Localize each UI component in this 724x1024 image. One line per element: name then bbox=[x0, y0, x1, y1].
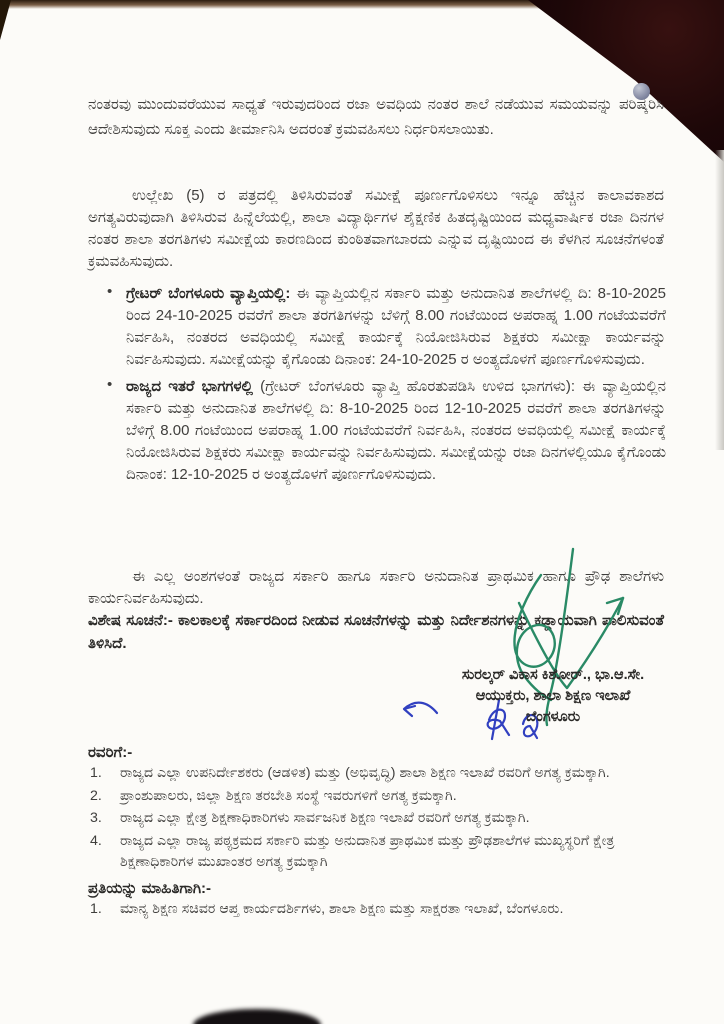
copy-section-list bbox=[90, 899, 672, 922]
list-item bbox=[90, 786, 672, 808]
item-text: ರಾಜ್ಯದ ಎಲ್ಲಾ ರಾಜ್ಯ ಪಠ್ಯಕ್ರಮದ ಸರ್ಕಾರಿ ಮತ್ತು ಅನುದಾನಿತ ಪ್ರಾಥಮಿಕ ಮತ್ತು ಪ್ರೌಢಶಾಲೆಗಳ ಮುಖ್ಯಸ್ಥರಿಗೆ ಕ್ಷೇತ್ರ ಶಿಕ್ಷಣಾಧಿಕಾರಿಗಳ ಮುಖಾಂತರ ಅಗತ್ಯ ಕ್ರಮಕ್ಕಾಗಿ bbox=[120, 832, 615, 870]
scan-right-edge-shade bbox=[715, 150, 724, 450]
distribution-label: ರವರಿಗೆ:- bbox=[88, 744, 133, 761]
item-text: ಪ್ರಾಂಶುಪಾಲರು, ಜಿಲ್ಲಾ ಶಿಕ್ಷಣ ತರಬೇತಿ ಸಂಸ್ಥೆ ಇವರುಗಳಿಗೆ ಅಗತ್ಯ ಕ್ರಮಕ್ಕಾಗಿ. bbox=[120, 787, 457, 804]
bullet-title: ಗ್ರೇಟರ್ ಬೆಂಗಳೂರು ವ್ಯಾಪ್ತಿಯಲ್ಲಿ: bbox=[126, 285, 297, 302]
item-number: 1. bbox=[90, 765, 102, 781]
bullet-icon: • bbox=[107, 283, 113, 300]
signatory-designation: ಆಯುಕ್ತರು, ಶಾಲಾ ಶಿಕ್ಷಣ ಇಲಾಖೆ bbox=[475, 688, 631, 704]
item-number: 3. bbox=[90, 810, 102, 826]
paragraph-reference-5: ಉಲ್ಲೇಖ (5) ರ ಪತ್ರದಲ್ಲಿ ತಿಳಿಸಿರುವಂತೆ ಸಮೀಕ್ಷೆ ಪೂರ್ಣಗೊಳಿಸಲು ಇನ್ನೂ ಹೆಚ್ಚಿನ ಕಾಲಾವಕಾಶದ ಅಗತ್ಯವಿರುವುದಾಗಿ ತಿಳಿಸಿರುವ ಹಿನ್ನೆಲೆಯಲ್ಲಿ, ಶಾಲಾ ವಿದ್ಯಾರ್ಥಿಗಳ ಶೈಕ್ಷಣಿಕ ಹಿತದೃಷ್ಟಿಯಿಂದ ಮಧ್ಯವಾರ್ಷಿಕ ರಜಾ ದಿನಗಳ ನಂತರ ಶಾಲಾ ತರಗತಿಗಳು ಸಮೀಕ್ಷೆಯ ಕಾರಣದಿಂದ ಕುಂಠಿತವಾಗಬಾರದು ಎನ್ನುವ ದೃಷ್ಟಿಯಿಂದ ಈ ಕೆಳಗಿನ ಸೂಚನೆಗಳಂತೆ ಕ್ರಮವಹಿಸುವುದು. bbox=[88, 187, 664, 270]
closing-paragraph: ಈ ಎಲ್ಲ ಅಂಶಗಳಂತೆ ರಾಜ್ಯದ ಸರ್ಕಾರಿ ಹಾಗೂ ಸರ್ಕಾರಿ ಅನುದಾನಿತ ಪ್ರಾಥಮಿಕ ಹಾಗೂ ಪ್ರೌಢ ಶಾಲೆಗಳು ಕಾರ್ಯನಿರ್ವಹಿಸುವುದು. bbox=[88, 568, 664, 607]
bullet-title-note: (ಗ್ರೇಟರ್ ಬೆಂಗಳೂರು ವ್ಯಾಪ್ತಿ ಹೊರತುಪಡಿಸಿ ಉಳಿದ ಭಾಗಗಳು): bbox=[252, 378, 583, 395]
list-item bbox=[90, 899, 672, 921]
distribution-list bbox=[90, 763, 672, 875]
scan-bottom-shadow bbox=[193, 1009, 321, 1024]
bullet-body: ಈ ವ್ಯಾಪ್ತಿಯಲ್ಲಿನ ಸರ್ಕಾರಿ ಮತ್ತು ಅನುದಾನಿತ ಶಾಲೆಗಳಲ್ಲಿ ದಿ: 8-10-2025 ರಿಂದ 24-10-2025 ರವರೆಗೆ ಶಾಲಾ ತರಗತಿಗಳನ್ನು ಬೆಳಿಗ್ಗೆ 8.00 ಗಂಟೆಯಿಂದ ಅಪರಾಹ್ನ 1.00 ಗಂಟೆಯವರೆಗೆ ನಿರ್ವಹಿಸಿ, ನಂತರದ ಅವಧಿಯಲ್ಲಿ ಸಮೀಕ್ಷೆ ಕಾರ್ಯಕ್ಕೆ ನಿಯೋಜಿಸಿರುವ ಶಿಕ್ಷಕರು ಸಮೀಕ್ಷಾ ಕಾರ್ಯವನ್ನು ನಿರ್ವಹಿಸುವುದು. ಸಮೀಕ್ಷೆಯನ್ನು ಕೈಗೊಂಡು ದಿನಾಂಕ: 24-10-2025 ರ ಅಂತ್ಯದೊಳಗೆ ಪೂರ್ಣಗೊಳಿಸುವುದು. bbox=[126, 285, 666, 368]
list-item bbox=[90, 808, 672, 830]
bullet-title: ರಾಜ್ಯದ ಇತರೆ ಭಾಗಗಳಲ್ಲಿ bbox=[126, 378, 253, 395]
instruction-bullet-list bbox=[107, 283, 666, 491]
item-text: ರಾಜ್ಯದ ಎಲ್ಲಾ ಕ್ಷೇತ್ರ ಶಿಕ್ಷಣಾಧಿಕಾರಿಗಳು ಸಾರ್ವಜನಿಕ ಶಿಕ್ಷಣ ಇಲಾಖೆ ರವರಿಗೆ ಅಗತ್ಯ ಕ್ರಮಕ್ಕಾಗಿ. bbox=[120, 810, 530, 826]
list-item bbox=[90, 831, 672, 874]
signatory-place: ಬೆಂಗಳೂರು bbox=[525, 709, 581, 725]
signatory-block bbox=[392, 665, 714, 728]
special-note-text: ಕಾಲಕಾಲಕ್ಕೆ ಸರ್ಕಾರದಿಂದ ನೀಡುವ ಸೂಚನೆಗಳನ್ನು ಮತ್ತು ನಿರ್ದೇಶನಗಳನ್ನು ಕಡ್ಡಾಯವಾಗಿ ಪಾಲಿಸುವಂತೆ ತಿಳಿಸಿದೆ. bbox=[88, 612, 665, 652]
item-text: ರಾಜ್ಯದ ಎಲ್ಲಾ ಉಪನಿರ್ದೇಶಕರು (ಆಡಳಿತ) ಮತ್ತು (ಅಭಿವೃದ್ಧಿ) ಶಾಲಾ ಶಿಕ್ಷಣ ಇಲಾಖೆ ರವರಿಗೆ ಅಗತ್ಯ ಕ್ರಮಕ್ಕಾಗಿ. bbox=[120, 765, 610, 781]
signatory-name: ಸುರಲ್ಕರ್ ವಿಕಾಸ ಕಿಶೋರ್., ಭಾ.ಆ.ಸೇ. bbox=[461, 667, 645, 683]
bullet-greater-bengaluru bbox=[107, 283, 666, 371]
item-number: 1. bbox=[90, 901, 102, 917]
bullet-body: ಈ ವ್ಯಾಪ್ತಿಯಲ್ಲಿನ ಸರ್ಕಾರಿ ಮತ್ತು ಅನುದಾನಿತ ಶಾಲೆಗಳಲ್ಲಿ ದಿ: 8-10-2025 ರಿಂದ 12-10-2025 ರವರೆಗೆ ಶಾಲಾ ತರಗತಿಗಳನ್ನು ಬೆಳಿಗ್ಗೆ 8.00 ಗಂಟೆಯಿಂದ ಅಪರಾಹ್ನ 1.00 ಗಂಟೆಯವರೆಗೆ ನಿರ್ವಹಿಸಿ, ನಂತರದ ಅವಧಿಯಲ್ಲಿ ಸಮೀಕ್ಷೆ ಕಾರ್ಯಕ್ಕೆ ನಿಯೋಜಿಸಿರುವ ಶಿಕ್ಷಕರು ಸಮೀಕ್ಷಾ ಕಾರ್ಯವನ್ನು ನಿರ್ವಹಿಸುವುದು. ಸಮೀಕ್ಷೆಯನ್ನು ರಜಾ ದಿನಗಳಲ್ಲಿಯೂ ಕೈಗೊಂಡು ದಿನಾಂಕ: 12-10-2025 ರ ಅಂತ್ಯದೊಳಗೆ ಪೂರ್ಣಗೊಳಿಸುವುದು. bbox=[126, 378, 666, 483]
item-number: 4. bbox=[90, 832, 102, 849]
bullet-icon: • bbox=[107, 376, 113, 393]
paragraph-continuation: ನಂತರವು ಮುಂದುವರೆಯುವ ಸಾಧ್ಯತೆ ಇರುವುದರಿಂದ ರಜಾ ಅವಧಿಯ ನಂತರ ಶಾಲೆ ನಡೆಯುವ ಸಮಯವನ್ನು ಪರಿಷ್ಕರಿಸಿ ಆದೇಶಿಸುವುದು ಸೂಕ್ತ ಎಂದು ತೀರ್ಮಾನಿಸಿ ಅದರಂತೆ ಕ್ರಮವಹಿಸಲು ನಿರ್ಧರಿಸಲಾಯಿತು. bbox=[88, 96, 664, 138]
bullet-rest-of-state bbox=[107, 376, 666, 486]
list-item bbox=[90, 763, 672, 785]
item-text: ಮಾನ್ಯ ಶಿಕ್ಷಣ ಸಚಿವರ ಆಪ್ತ ಕಾರ್ಯದರ್ಶಿಗಳು, ಶಾಲಾ ಶಿಕ್ಷಣ ಮತ್ತು ಸಾಕ್ಷರತಾ ಇಲಾಖೆ, ಬೆಂಗಳೂರು. bbox=[120, 901, 564, 917]
item-number: 2. bbox=[90, 787, 102, 804]
copy-section-label: ಪ್ರತಿಯನ್ನು ಮಾಹಿತಿಗಾಗಿ:- bbox=[88, 880, 212, 897]
special-note-label: ವಿಶೇಷ ಸೂಚನೆ:- bbox=[88, 612, 178, 629]
